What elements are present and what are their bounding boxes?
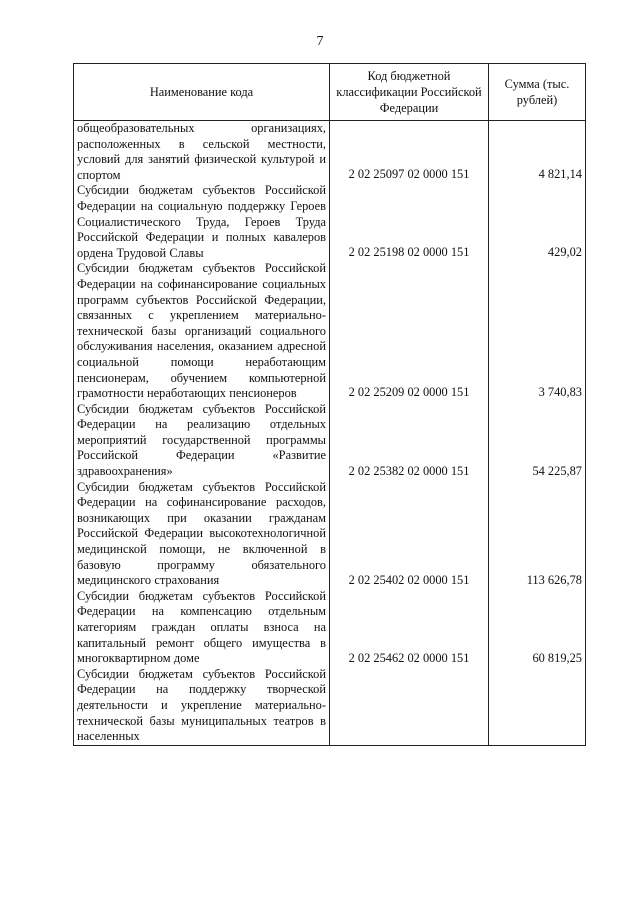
entry-sum: 54 225,87	[532, 464, 582, 479]
entry-name: Субсидии бюджетам субъектов Российской Федерации на реализацию отдельных мероприятий государственной программы Российской Федерации «Развитие здравоохранения»	[77, 401, 326, 479]
table-body	[74, 121, 586, 746]
entry-code: 2 02 25198 02 0000 151	[348, 245, 470, 260]
body-row	[74, 121, 586, 746]
entry-sum: 113 626,78	[526, 573, 582, 588]
entry-name: общеобразовательных организациях, расположенных в сельской местности, условий для занятий физической культурой и спортом	[77, 121, 326, 182]
entry-code: 2 02 25402 02 0000 151	[348, 573, 470, 588]
entry-sum: 3 740,83	[538, 385, 582, 400]
budget-table	[73, 63, 586, 746]
entry-sum: 429,02	[547, 245, 582, 260]
entry-sum: 60 819,25	[532, 651, 582, 666]
entry-name: Субсидии бюджетам субъектов Российской Федерации на поддержку творческой деятельности и укрепление материально-технической базы муниципальных театров в населенных	[77, 666, 326, 744]
entry-name: Субсидии бюджетам субъектов Российской Федерации на софинансирование расходов, возникающих при оказании гражданам Российской Федерации высокотехнологичной медицинской помощи, не включенной в базовую программу обязательного медицинского страхования	[77, 479, 326, 588]
code-column	[330, 121, 489, 746]
header-row	[74, 64, 586, 121]
header-code: Код бюджетной классификации Российской Федерации	[330, 64, 489, 121]
entry-name: Субсидии бюджетам субъектов Российской Федерации на компенсацию отдельным категориям граждан оплаты взноса на капитальный ремонт общего имущества в многоквартирном доме	[77, 588, 326, 666]
page-number: 7	[316, 34, 324, 49]
entry-name: Субсидии бюджетам субъектов Российской Федерации на софинансирование социальных программ субъектов Российской Федерации, связанных с укреплением материально-технической базы организаций социального обслуживания населения, оказанием адресной социальной помощи неработающим пенсионерам, обучением компьютерной грамотности неработающих пенсионеров	[77, 261, 326, 401]
entry-code: 2 02 25209 02 0000 151	[348, 385, 470, 400]
entry-name: Субсидии бюджетам субъектов Российской Федерации на социальную поддержку Героев Социалистического Труда, Героев Труда Российской Федерации и полных кавалеров ордена Трудовой Славы	[77, 183, 326, 260]
table-header	[74, 64, 586, 121]
header-sum: Сумма (тыс. рублей)	[489, 64, 586, 121]
entry-code: 2 02 25462 02 0000 151	[348, 651, 470, 666]
entry-code: 2 02 25097 02 0000 151	[348, 167, 470, 182]
sum-column	[489, 121, 586, 746]
entry-sum: 4 821,14	[538, 167, 582, 182]
entry-code: 2 02 25382 02 0000 151	[348, 464, 470, 479]
header-name: Наименование кода	[74, 64, 330, 121]
name-column	[74, 121, 330, 746]
